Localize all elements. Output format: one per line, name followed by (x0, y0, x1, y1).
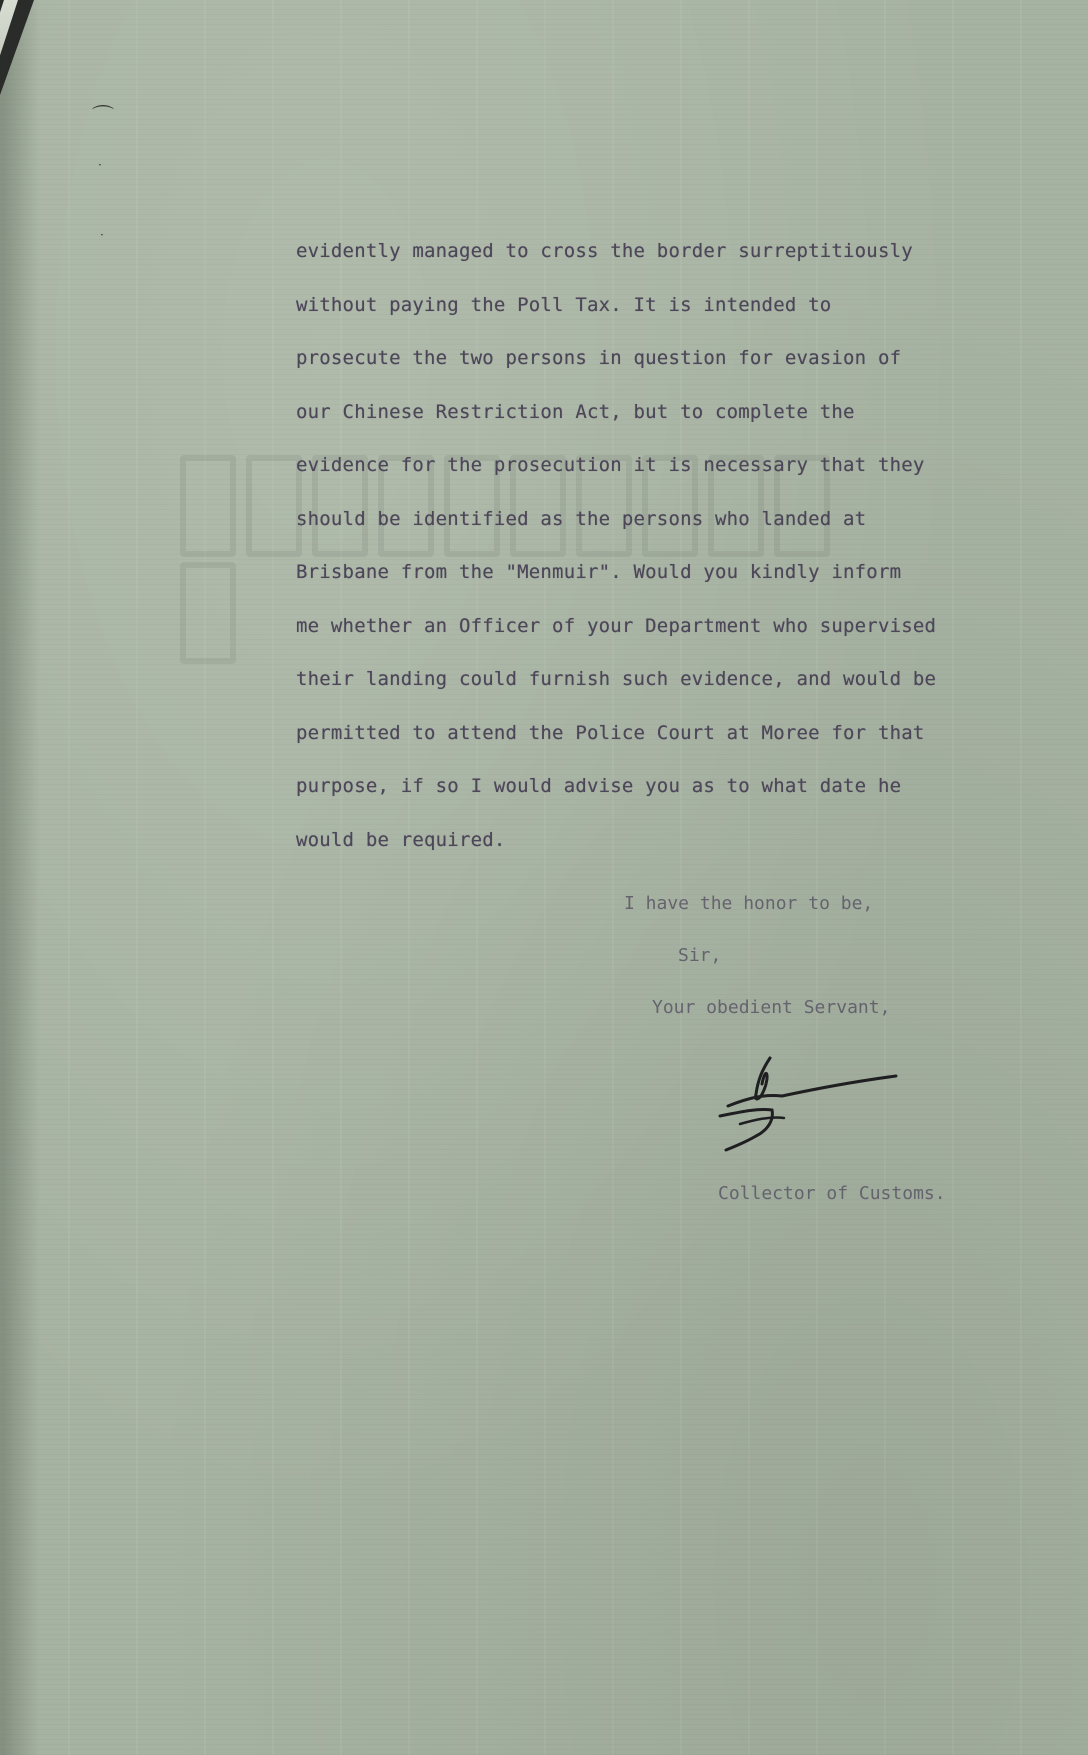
body-line: evidence for the prosecution it is necessary that they (296, 454, 925, 476)
margin-dot: · (98, 158, 102, 172)
body-line: would be required. (296, 828, 506, 851)
letter-body (296, 236, 1056, 878)
closing-salutation: Sir, (678, 945, 722, 966)
margin-dot: · (100, 228, 104, 242)
body-line: Brisbane from the "Menmuir". Would you kindly inform (296, 561, 902, 583)
body-line: our Chinese Restriction Act, but to complete the (296, 400, 855, 423)
body-line: purpose, if so I would advise you as to what date he (296, 775, 902, 797)
body-line: evidently managed to cross the border surreptitiously (296, 240, 913, 262)
page-shadow-edge (0, 0, 40, 1755)
margin-pencil-mark: ⌒ (92, 105, 115, 130)
body-line: without paying the Poll Tax. It is intended to (296, 293, 832, 316)
body-line: permitted to attend the Police Court at Moree for that (296, 721, 925, 744)
signature-title: Collector of Customs. (718, 1183, 946, 1204)
body-line: their landing could furnish such evidence, and would be (296, 668, 937, 690)
body-line: prosecute the two persons in question for evasion of (296, 347, 902, 369)
closing-line-honor: I have the honor to be, (624, 893, 874, 914)
closing-servant: Your obedient Servant, (652, 997, 891, 1018)
body-line: me whether an Officer of your Department who supervised (296, 614, 937, 637)
body-line: should be identified as the persons who landed at (296, 507, 867, 530)
handwritten-signature (700, 1050, 900, 1170)
